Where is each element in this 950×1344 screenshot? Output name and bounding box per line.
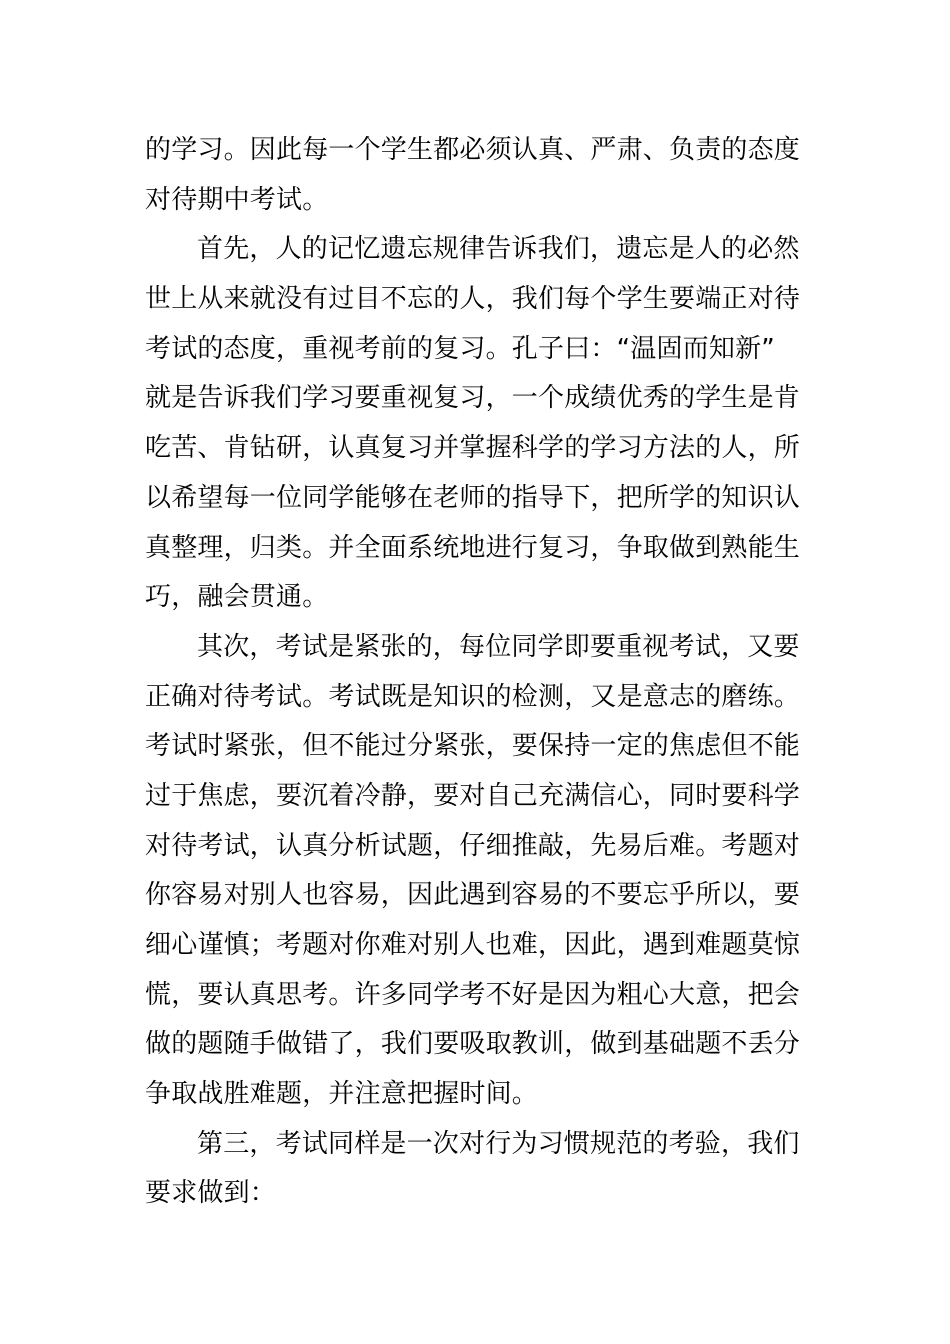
- text-line: 要求做到：: [145, 1178, 277, 1209]
- text-line: 做的题随手做错了，我们要吸取教训，做到基础题不丢分: [145, 1029, 801, 1060]
- text-line: 第三，考试同样是一次对行为习惯规范的考验，我们: [197, 1128, 800, 1159]
- text-line: 的学习。因此每一个学生都必须认真、严肃、负责的态度: [145, 135, 801, 165]
- text-line: 吃苦、肯钻研，认真复习并掌握科学的学习方法的人，所: [145, 433, 801, 464]
- text-line: 真整理，归类。并全面系统地进行复习，争取做到熟能生: [145, 532, 801, 563]
- document-body-text: [145, 126, 815, 1219]
- text-line: 细心谨慎；考题对你难对别人也难，因此，遇到难题莫惊: [145, 930, 801, 960]
- text-line: 你容易对别人也容易，因此遇到容易的不要忘乎所以，要: [145, 880, 801, 911]
- text-line: 就是告诉我们学习要重视复习，一个成绩优秀的学生是肯: [145, 383, 801, 414]
- text-line: 争取战胜难题，并注意把握时间。: [145, 1079, 539, 1110]
- text-line: 慌，要认真思考。许多同学考不好是因为粗心大意，把会: [145, 979, 801, 1010]
- text-line: 其次，考试是紧张的，每位同学即要重视考试，又要: [197, 631, 800, 662]
- text-line: 对待考试，认真分析试题，仔细推敲，先易后难。考题对: [145, 830, 801, 861]
- text-line: 对待期中考试。: [145, 184, 329, 215]
- text-line: 考试时紧张，但不能过分紧张，要保持一定的焦虑但不能: [145, 731, 801, 762]
- text-line: 首先，人的记忆遗忘规律告诉我们，遗忘是人的必然: [197, 234, 800, 265]
- text-line: 巧，融会贯通。: [145, 582, 329, 613]
- text-line: 过于焦虑，要沉着冷静，要对自己充满信心，同时要科学: [145, 780, 801, 811]
- text-line: 以希望每一位同学能够在老师的指导下，把所学的知识认: [145, 482, 801, 513]
- text-line: 正确对待考试。考试既是知识的检测，又是意志的磨练。: [145, 681, 801, 712]
- text-line: 世上从来就没有过目不忘的人，我们每个学生要端正对待: [145, 284, 801, 315]
- text-line: 考试的态度，重视考前的复习。孔子曰：“温固而知新”: [145, 333, 775, 364]
